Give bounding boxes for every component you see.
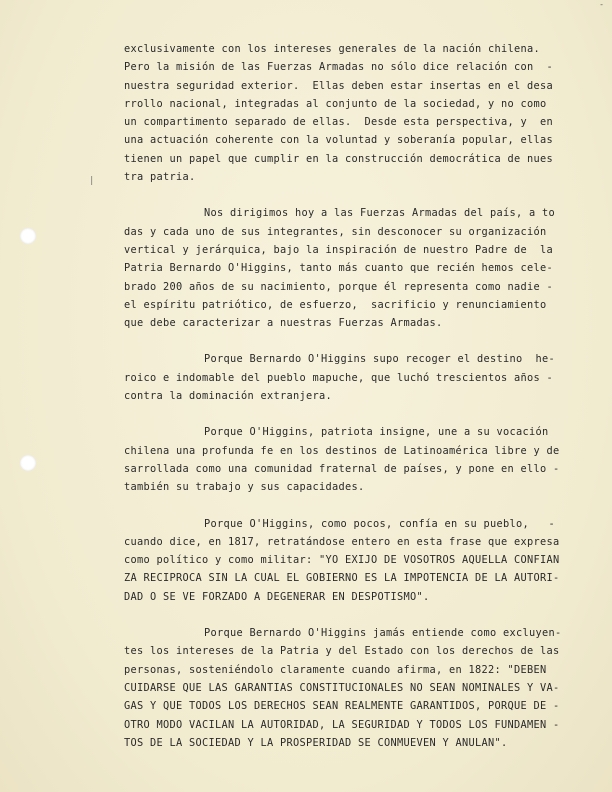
paragraph: [124, 40, 564, 186]
text-line: una actuación coherente con la voluntad y soberanía popular, ellas: [124, 134, 553, 147]
text-line: das y cada uno de sus integrantes, sin desconocer su organización: [124, 225, 547, 238]
text-line: Porque O'Higgins, como pocos, confía en su pueblo, -: [204, 517, 555, 530]
text-line: Porque Bernardo O'Higgins jamás entiende como excluyen-: [204, 627, 562, 640]
text-line: nuestra seguridad exterior. Ellas deben estar insertas en el desa: [124, 79, 553, 92]
text-line: Nos dirigimos hoy a las Fuerzas Armadas del país, a to: [204, 207, 555, 220]
text-line: sarrollada como una comunidad fraternal de países, y pone en ello -: [124, 462, 560, 475]
text-line: brado 200 años de su nacimiento, porque él representa como nadie -: [124, 280, 553, 293]
text-line: tienen un papel que cumplir en la construcción democrática de nues: [124, 152, 553, 165]
paragraph: [124, 350, 564, 405]
text-line: el espíritu patriótico, de esfuerzo, sacrificio y renunciamiento: [124, 298, 547, 311]
text-line: CUIDARSE QUE LAS GARANTIAS CONSTITUCIONALES NO SEAN NOMINALES Y VA-: [124, 681, 560, 694]
text-line: un compartimento separado de ellas. Desde esta perspectiva, y en: [124, 116, 553, 129]
paragraph: [124, 624, 564, 752]
text-line: Porque Bernardo O'Higgins supo recoger el destino he-: [204, 353, 555, 366]
paragraph: [124, 423, 564, 496]
text-line: TOS DE LA SOCIEDAD Y LA PROSPERIDAD SE CONMUEVEN Y ANULAN".: [124, 736, 508, 749]
text-line: Pero la misión de las Fuerzas Armadas no sólo dice relación con -: [124, 61, 553, 74]
text-line: también su trabajo y sus capacidades.: [124, 481, 365, 494]
punch-hole: [20, 228, 36, 244]
text-line: OTRO MODO VACILAN LA AUTORIDAD, LA SEGURIDAD Y TODOS LOS FUNDAMEN -: [124, 718, 560, 731]
text-line: GAS Y QUE TODOS LOS DERECHOS SEAN REALMENTE GARANTIDOS, PORQUE DE -: [124, 700, 560, 713]
text-line: que debe caracterizar a nuestras Fuerzas Armadas.: [124, 317, 443, 330]
text-line: como político y como militar: "YO EXIJO DE VOSOTROS AQUELLA CONFIAN: [124, 554, 560, 567]
text-line: personas, sosteniéndolo claramente cuando afirma, en 1822: "DEBEN: [124, 663, 547, 676]
text-line: chilena una profunda fe en los destinos de Latinoamérica libre y de: [124, 444, 560, 457]
text-line: DAD O SE VE FORZADO A DEGENERAR EN DESPOTISMO".: [124, 590, 430, 603]
text-line: tra patria.: [124, 171, 196, 184]
text-line: exclusivamente con los intereses generales de la nación chilena.: [124, 43, 540, 55]
text-line: ZA RECIPROCA SIN LA CUAL EL GOBIERNO ES LA IMPOTENCIA DE LA AUTORI-: [124, 572, 560, 585]
text-line: vertical y jerárquica, bajo la inspiración de nuestro Padre de la: [124, 243, 553, 256]
text-line: contra la dominación extranjera.: [124, 390, 332, 403]
margin-mark: |: [89, 176, 95, 186]
paragraph: [124, 515, 564, 606]
text-line: cuando dice, en 1817, retratándose entero en esta frase que expresa: [124, 535, 560, 548]
text-line: Porque O'Higgins, patriota insigne, une a su vocación: [204, 426, 549, 439]
paragraph: [124, 204, 564, 332]
text-line: roico e indomable del pueblo mapuche, que luchó trescientos años -: [124, 371, 553, 384]
document-body: [124, 40, 564, 770]
punch-hole: [20, 455, 36, 471]
text-line: rrollo nacional, integradas al conjunto de la sociedad, y no como: [124, 97, 547, 110]
page-corner-mark: -: [599, 0, 604, 9]
text-line: tes los intereses de la Patria y del Estado con los derechos de las: [124, 645, 560, 658]
text-line: Patria Bernardo O'Higgins, tanto más cuanto que recién hemos cele-: [124, 262, 553, 275]
